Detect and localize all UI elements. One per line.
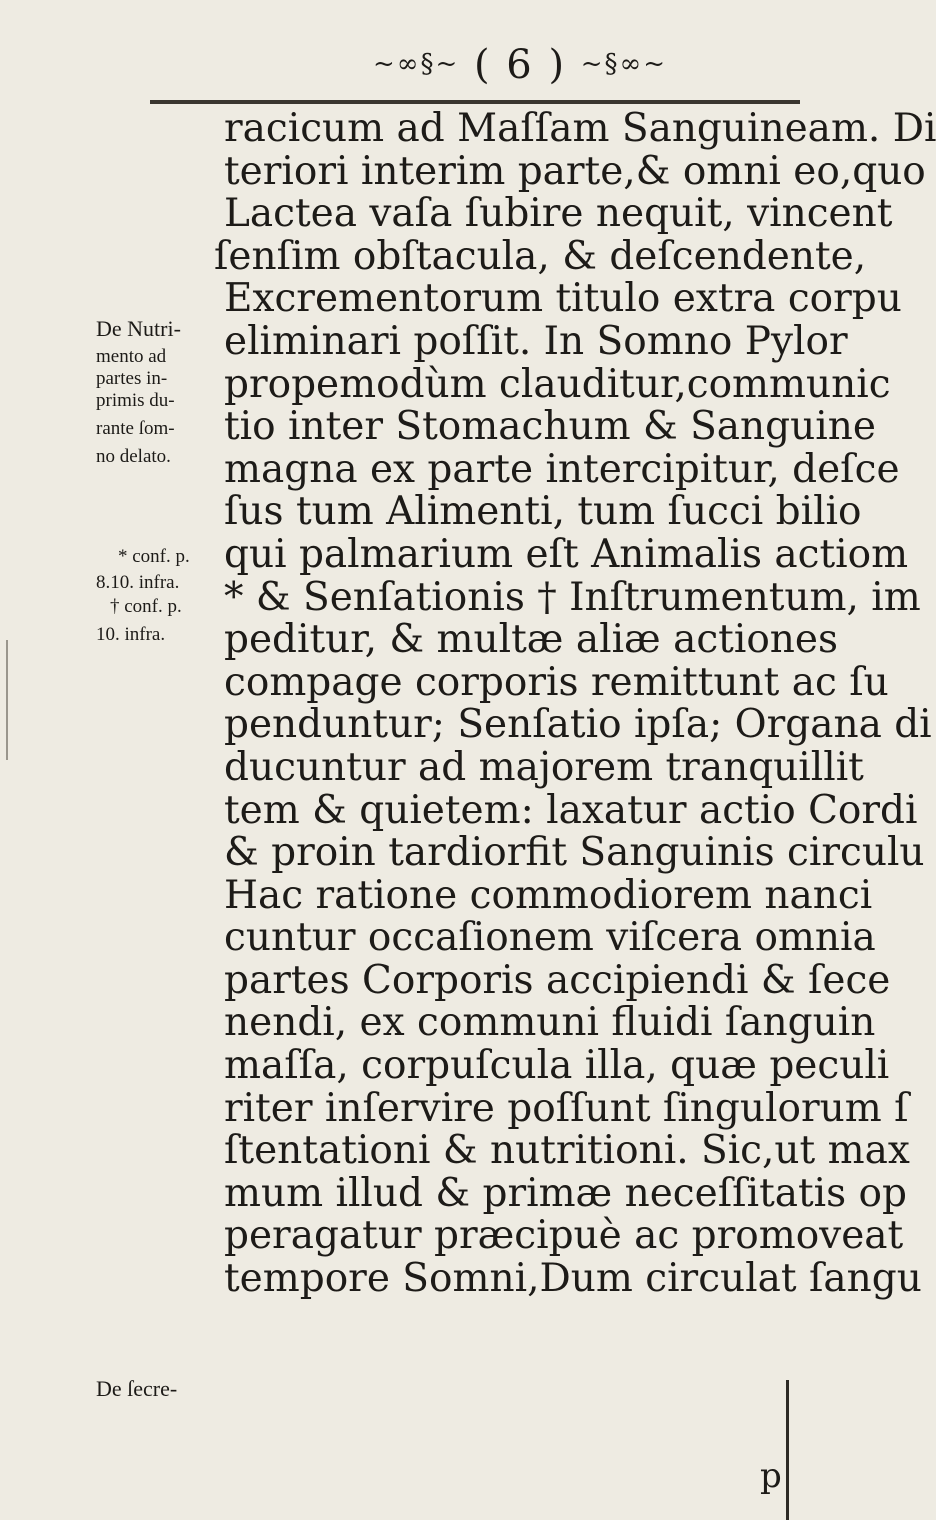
margin-note-line: De Nutri- xyxy=(96,316,181,341)
text-line: magna ex parte intercipitur, deſce xyxy=(224,446,900,492)
catchword: p xyxy=(760,1456,782,1496)
margin-note-line: partes in- xyxy=(96,368,168,389)
text-line: Excrementorum titulo extra corpu xyxy=(224,276,902,322)
text-line: eliminari poſſit. In Somno Pylor xyxy=(224,318,848,364)
text-line: racicum ad Maſſam Sanguineam. Di xyxy=(224,106,936,151)
text-line: teriori interim parte,& omni eo,quo xyxy=(224,148,926,194)
text-line: propemodùm clauditur,communic xyxy=(224,361,891,407)
page-number: ( 6 ) xyxy=(473,42,567,88)
margin-note-line: primis du- xyxy=(96,390,175,411)
text-line: peragatur præcipuè ac promoveat xyxy=(224,1213,904,1259)
header-rule xyxy=(150,100,800,104)
text-line: compage corporis remittunt ac ſu xyxy=(224,659,889,705)
text-line: tio inter Stomachum & Sanguine xyxy=(224,404,876,450)
margin-note-line: rante ſom- xyxy=(96,418,175,439)
text-line: cuntur occaſionem viſcera omnia xyxy=(224,915,876,961)
text-line: maſſa, corpuſcula illa, quæ peculi xyxy=(224,1043,890,1089)
text-line: ducuntur ad majorem tranquillit xyxy=(224,744,864,790)
margin-note-line: De ſecre- xyxy=(96,1376,178,1401)
text-line: qui palmarium eſt Animalis actiom xyxy=(224,531,909,577)
margin-note-line: † conf. p. xyxy=(110,596,182,617)
main-text xyxy=(214,106,936,1302)
text-line: Hac ratione commodiorem nanci xyxy=(224,872,873,918)
margin-note-line: * conf. p. xyxy=(118,546,190,567)
text-line: nendi, ex communi fluidi ſanguin xyxy=(224,1000,876,1046)
text-line: Lactea vaſa ſubire nequit, vincent xyxy=(224,191,893,237)
text-line: & proin tardiorfit Sanguinis circulu xyxy=(224,830,925,876)
text-line: tem & quietem: laxatur actio Cordi xyxy=(224,787,918,833)
text-line: riter inſervire poſſunt ſingulorum ſ xyxy=(224,1085,909,1131)
margin-note-line: no delato. xyxy=(96,446,171,467)
margin-note-line: 8.10. infra. xyxy=(96,572,180,593)
page-edge-shadow xyxy=(786,1380,789,1520)
page-fold-mark xyxy=(6,640,8,760)
margin-note-line: 10. infra. xyxy=(96,624,166,645)
text-line: mum illud & primæ neceſſitatis op xyxy=(224,1170,907,1216)
margin-note-line: mento ad xyxy=(96,346,167,367)
text-line: penduntur; Senſatio ipſa; Organa di xyxy=(224,702,932,748)
text-line: peditur, & multæ aliæ actiones xyxy=(224,617,839,663)
ornament-left-icon: ~∞§~ xyxy=(373,49,460,79)
ornament-right-icon: ~§∞~ xyxy=(580,49,667,79)
text-line: partes Corporis accipiendi & ſece xyxy=(224,957,891,1003)
text-line: ſenſim obſtacula, & deſcendente, xyxy=(214,233,867,279)
text-line: ſtentationi & nutritioni. Sic,ut max xyxy=(224,1128,910,1174)
text-line: * & Senſationis † Inſtrumentum, im xyxy=(224,574,921,620)
text-line: ſus tum Alimenti, tum ſucci bilio xyxy=(224,489,862,535)
page-header xyxy=(300,42,740,88)
text-line: tempore Somni,Dum circulat ſangu xyxy=(224,1256,922,1302)
